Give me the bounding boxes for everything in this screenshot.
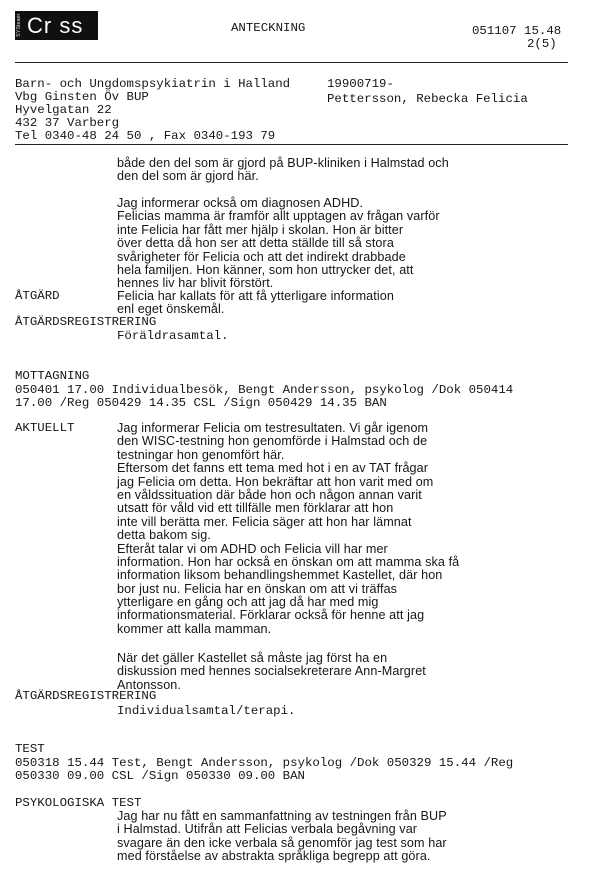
text-line: kommer att kalla mamman. [117, 621, 272, 636]
text-line: testningar hon genomfört här. [117, 447, 285, 462]
clinic-phone-fax: Tel 0340-48 24 50 , Fax 0340-193 79 [15, 129, 276, 143]
text-line: 050401 17.00 Individualbesök, Bengt Andersson, psykolog /Dok 050414 [15, 383, 514, 397]
text-line: Jag informerar Felicia om testresultaten. Vi går igenom [117, 421, 429, 435]
clinic-street: Hyvelgatan 22 [15, 103, 112, 117]
atgardsregistrering-label: ÅTGÄRDSREGISTRERING [15, 689, 157, 703]
text-line: Eftersom det fanns ett tema med hot i en av TAT frågar [117, 461, 429, 476]
text-line: både den del som är gjord på BUP-kliniken i Halmstad och [117, 156, 449, 170]
logo-vertical-text: SYSteam [16, 13, 22, 38]
atgard-label: ÅTGÄRD [15, 289, 60, 303]
atgardsregistrering-label: ÅTGÄRDSREGISTRERING [15, 315, 157, 329]
text-line: hela familjen. Hon känner, som hon uttrycker det, att [117, 262, 414, 277]
psykologiska-test-label: PSYKOLOGISKA TEST [15, 796, 142, 810]
mottagning-label: MOTTAGNING [15, 369, 90, 383]
mottagning-entry [15, 384, 513, 411]
text-line: i Halmstad. Utifrån att Felicias verbala begåvning var [117, 822, 418, 837]
patient-id: 19900719- [327, 77, 394, 91]
atgardsregistrering-value: Föräldrasamtal. [117, 329, 229, 343]
text-line: information. Hon har också en önskan om att mamma ska få [117, 554, 460, 569]
text-line: Antonsson. [117, 677, 182, 692]
text-line: den WISC-testning hon genomförde i Halmstad och de [117, 434, 428, 449]
text-line: 050330 09.00 CSL /Sign 050330 09.00 BAN [15, 769, 305, 784]
text-line: svagare än den icke verbala så genomför jag test som har [117, 835, 447, 850]
intro-paragraph [117, 157, 449, 184]
text-line: När det gäller Kastellet så måste jag först ha en [117, 651, 388, 665]
clinic-city: 432 37 Varberg [15, 116, 120, 130]
psykologiska-test-paragraph [117, 810, 447, 864]
text-line: utsatt för våld vid ett tillfälle men förklarar att hon [117, 501, 394, 516]
test-label: TEST [15, 742, 45, 756]
text-line: jag Felicia om detta. Hon bekräftar att hon varit med om [117, 474, 434, 489]
text-line: information liksom behandlingshemmet Kastellet, där hon [117, 568, 443, 583]
text-line: Felicias mamma är framför allt upptagen av frågan varför [117, 209, 440, 224]
text-line: 17.00 /Reg 050429 14.35 CSL /Sign 050429 14.35 BAN [15, 396, 387, 411]
test-entry [15, 757, 513, 784]
text-line: inte Felicia har fått mer hjälp i skolan. Hon är bitter [117, 222, 404, 237]
atgard-text [117, 290, 394, 317]
clinic-name: Barn- och Ungdomspsykiatrin i Halland [15, 77, 291, 91]
text-line: Efteråt talar vi om ADHD och Felicia vill har mer [117, 541, 388, 556]
text-line: enl eget önskemål. [117, 302, 225, 317]
clinic-unit: Vbg Ginsten Öv BUP [15, 90, 149, 104]
text-line: ytterligare en gång och att jag då har med mig [117, 595, 379, 610]
text-line: detta bakom sig. [117, 528, 212, 543]
header-rule [15, 62, 568, 63]
logo-wordmark: Cr ss [27, 13, 84, 38]
page-number: 2(5) [527, 37, 557, 51]
atgardsregistrering-value: Individualsamtal/terapi. [117, 704, 296, 718]
aktuellt-label: AKTUELLT [15, 421, 75, 435]
crosss-logo [15, 11, 98, 40]
text-line: inte vill berätta mer. Felicia säger att hon har lämnat [117, 514, 412, 529]
text-line: Felicia har kallats för att få ytterligare information [117, 289, 394, 303]
text-line: bor just nu. Felicia har en önskan om att vi träffas [117, 581, 398, 596]
document-type: ANTECKNING [231, 21, 306, 35]
text-line: svårigheter för Felicia och att det indirekt drabbade [117, 249, 406, 264]
kastellet-paragraph [117, 652, 426, 692]
text-line: hennes liv har blivit förstört. [117, 276, 274, 291]
text-line: Jag informerar också om diagnosen ADHD. [117, 196, 364, 210]
adhd-paragraph [117, 197, 440, 291]
text-line: den del som är gjord här. [117, 169, 259, 184]
address-rule [15, 144, 568, 145]
text-line: informationsmaterial. Förklarar också för henne att jag [117, 608, 425, 623]
document-timestamp: 051107 15.48 [472, 24, 562, 38]
patient-name: Pettersson, Rebecka Felicia [327, 92, 528, 106]
text-line: 050318 15.44 Test, Bengt Andersson, psykolog /Dok 050329 15.44 /Reg [15, 756, 514, 770]
text-line: över detta då hon ser att detta ställde till så stora [117, 236, 394, 251]
aktuellt-paragraph [117, 422, 459, 636]
text-line: Jag har nu fått en sammanfattning av testningen från BUP [117, 809, 447, 823]
text-line: en våldssituation där både hon och någon annan varit [117, 487, 422, 502]
text-line: diskussion med hennes socialsekreterare Ann-Margret [117, 664, 426, 679]
text-line: med förståelse av abstrakta språkliga begrepp att göra. [117, 849, 431, 864]
